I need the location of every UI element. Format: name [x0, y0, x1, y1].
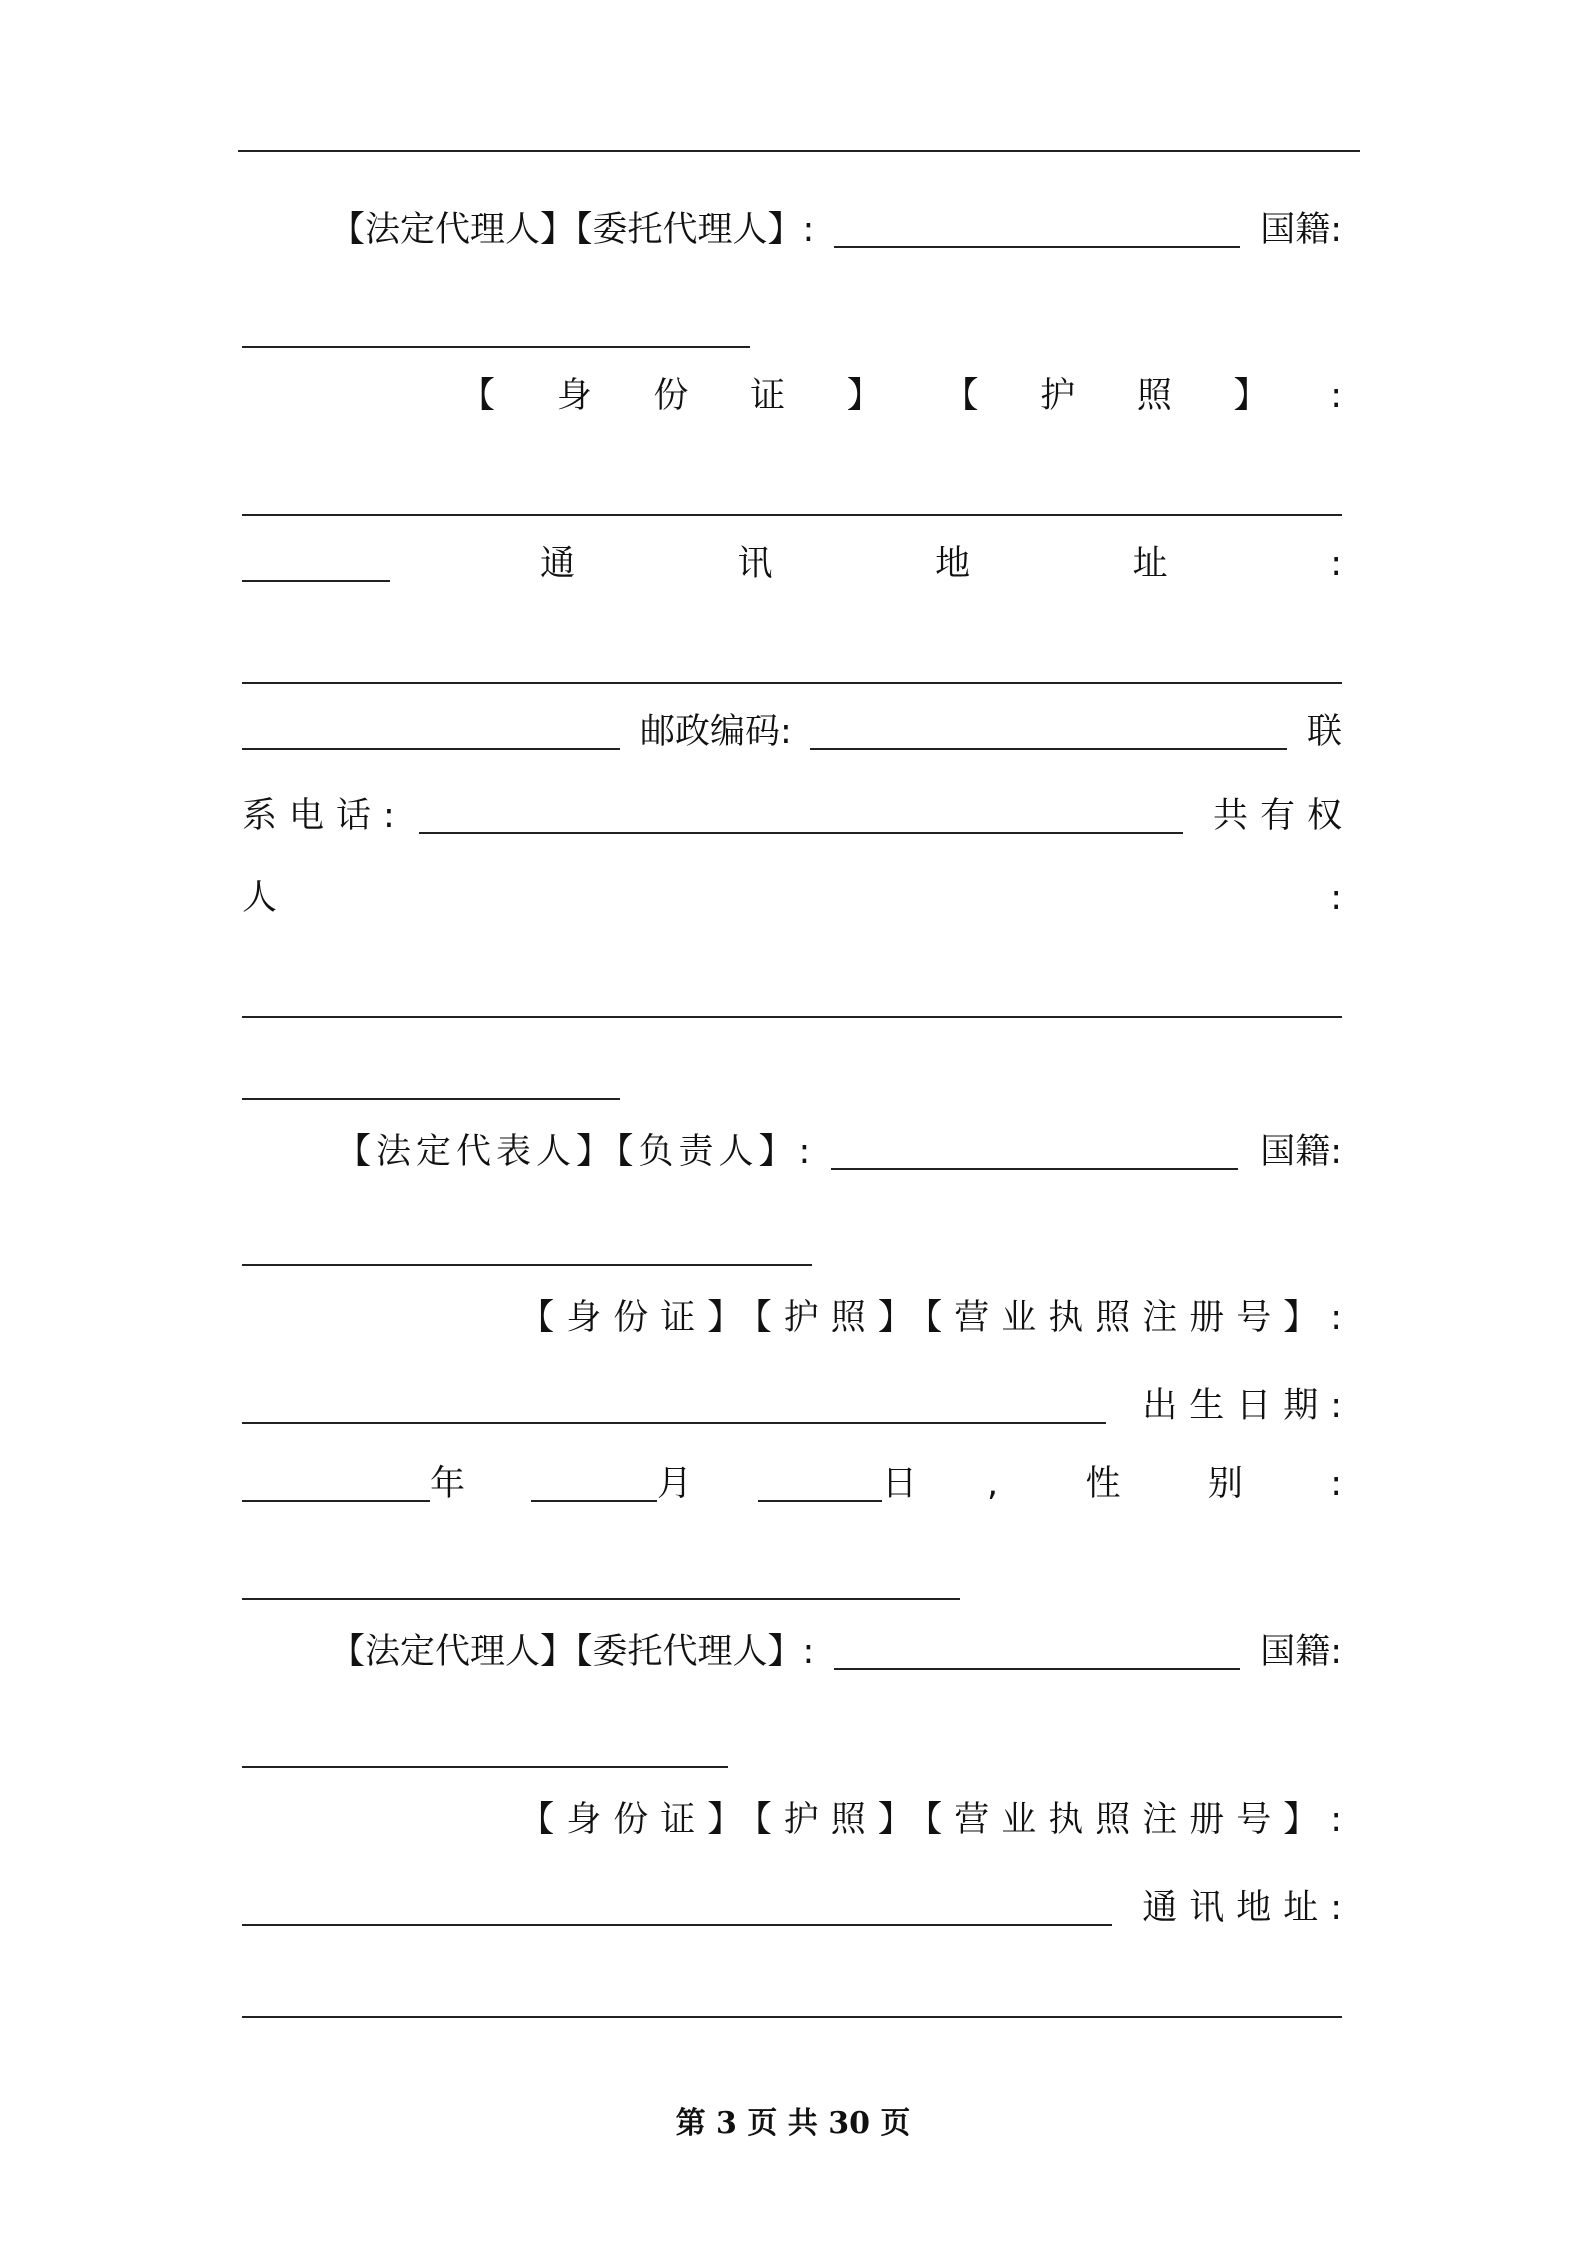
id-char: 身: [556, 375, 592, 416]
nationality-blank[interactable]: [242, 1766, 728, 1768]
contact-start: 联: [1306, 711, 1342, 752]
co-owner-end: 人: [242, 877, 278, 918]
gender-blank[interactable]: [242, 1598, 960, 1600]
nationality-blank[interactable]: [242, 1264, 812, 1266]
year-blank[interactable]: [242, 1500, 430, 1502]
page-indicator: 第 3 页 共 30 页: [675, 2106, 911, 2141]
colon: :: [1330, 543, 1342, 584]
passport-char: 护: [1040, 375, 1076, 416]
nationality-label: 国籍:: [1260, 1631, 1342, 1672]
day-label: 日: [882, 1463, 918, 1504]
address-row-2: [242, 1878, 1354, 1938]
nationality-blank-row: [242, 1218, 1342, 1278]
address-char: 址: [1132, 543, 1168, 584]
postal-label: 邮政编码:: [640, 711, 792, 752]
phone-blank[interactable]: [419, 832, 1183, 834]
bracket-close: 】: [846, 375, 882, 416]
birth-label: 出生日期:: [1142, 1385, 1354, 1426]
bracket-open: 【: [943, 375, 979, 416]
id-number-blank[interactable]: [242, 1924, 1112, 1926]
id-type-label: 【身份证】【护照】【营业执照注册号】:: [519, 1799, 1354, 1840]
agent-row: [242, 200, 1342, 260]
header-rule: [238, 150, 1360, 152]
bracket-close: 】: [1233, 375, 1269, 416]
co-owner-blank[interactable]: [242, 1016, 1342, 1018]
nationality-blank[interactable]: [242, 346, 750, 348]
gender-char: 别: [1207, 1463, 1243, 1504]
agent-row-2: [242, 1622, 1342, 1682]
address-label: 通讯地址:: [1142, 1887, 1354, 1928]
id-number-blank-row: [242, 468, 1342, 528]
birth-date-row: [242, 1454, 1342, 1514]
id-type-row: [460, 366, 1342, 426]
id-char: 证: [750, 375, 786, 416]
co-owner-blank-cont[interactable]: [242, 1098, 620, 1100]
contact-label: 系电话:: [242, 795, 407, 836]
nationality-label: 国籍:: [1260, 209, 1342, 250]
id-number-blank[interactable]: [242, 514, 1342, 516]
gender-char: 性: [1085, 1463, 1121, 1504]
co-owner-label: 共有权: [1212, 795, 1354, 836]
address-char: 地: [935, 543, 971, 584]
address-blank[interactable]: [242, 2016, 1342, 2018]
address-row: [242, 534, 1342, 594]
address-blank-row-2: [242, 1970, 1342, 2030]
month-blank[interactable]: [531, 1500, 657, 1502]
postal-row: [242, 702, 1342, 762]
address-char: 通: [540, 543, 576, 584]
id-number-blank-cont[interactable]: [242, 580, 390, 582]
agent-label: 【法定代理人】【委托代理人】:: [330, 209, 815, 250]
id-number-blank[interactable]: [242, 1422, 1106, 1424]
postal-code-blank[interactable]: [810, 748, 1287, 750]
address-blank-row: [242, 636, 1342, 696]
agent-name-blank[interactable]: [834, 1668, 1240, 1670]
passport-char: 照: [1136, 375, 1172, 416]
address-char: 讯: [737, 543, 773, 584]
bracket-open: 【: [460, 375, 496, 416]
id-type-row-3: [242, 1790, 1354, 1850]
legal-rep-blank[interactable]: [831, 1168, 1238, 1170]
nationality-blank-row-2: [242, 1720, 1342, 1780]
nationality-blank-row: [242, 300, 1342, 360]
phone-row: [242, 786, 1354, 846]
agent-name-blank[interactable]: [834, 246, 1240, 248]
day-blank[interactable]: [758, 1500, 882, 1502]
id-type-row-2: [242, 1288, 1354, 1348]
gender-blank-row: [242, 1552, 1342, 1612]
address-blank-cont[interactable]: [242, 748, 620, 750]
birth-row: [242, 1376, 1354, 1436]
year-label: 年: [430, 1463, 466, 1504]
id-type-label: 【身份证】【护照】【营业执照注册号】:: [519, 1297, 1354, 1338]
co-owner-row: [242, 868, 1342, 928]
colon: :: [1330, 1463, 1342, 1504]
comma: ,: [987, 1463, 999, 1504]
agent-label: 【法定代理人】【委托代理人】:: [330, 1631, 815, 1672]
co-owner-blank-row-2: [242, 1052, 1342, 1112]
nationality-label: 国籍:: [1260, 1131, 1342, 1172]
colon: :: [1330, 375, 1342, 416]
address-blank[interactable]: [242, 682, 1342, 684]
colon: :: [1330, 877, 1342, 918]
co-owner-blank-row: [242, 970, 1342, 1030]
legal-rep-label: 【法定代表人】【负责人】:: [336, 1131, 816, 1172]
id-char: 份: [653, 375, 689, 416]
legal-rep-row: [242, 1122, 1342, 1182]
month-label: 月: [657, 1463, 693, 1504]
